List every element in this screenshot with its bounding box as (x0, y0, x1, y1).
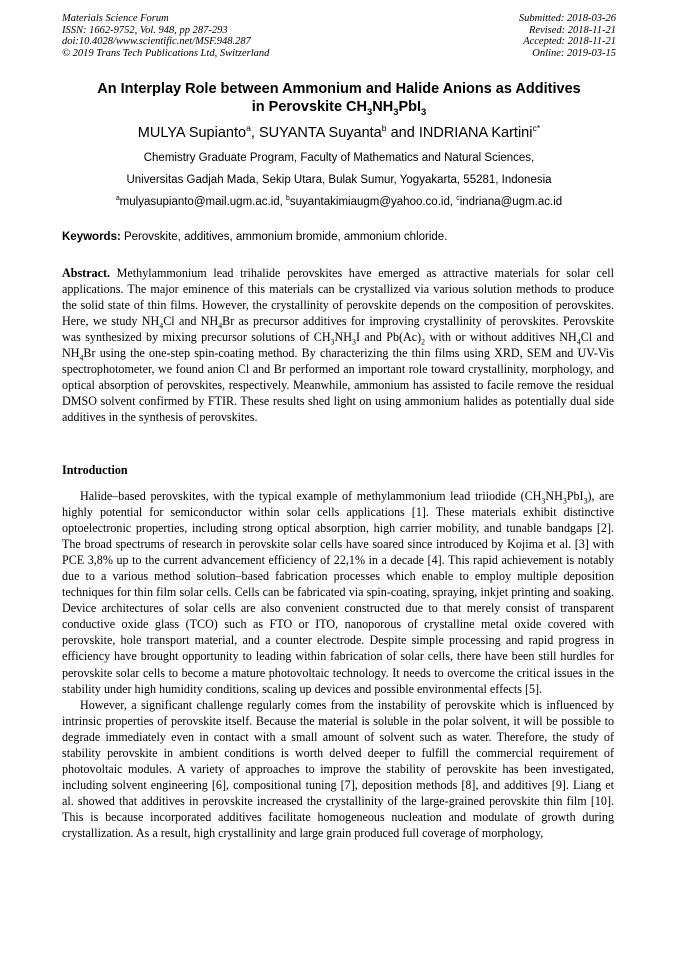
affiliation-marker: a (115, 195, 120, 203)
abstract-text: Br using the one-step spin-coating method. By characterizing the thin films using XRD, SEM and UV-Vis spectrophotometer, we found anion Cl and Br performed an important role toward crystallinity, morphology, and optical absorption of perovskites, respectively. Meanwhile, ammonium has assisted to facile remove the residual DMSO solvent confirmed by FTIR. These results shed light on using ammonium halides as potentially dual side additives in the synthesis of perovskites. (62, 346, 614, 425)
section-heading-introduction: Introduction (62, 463, 128, 477)
online-date: Online: 2019-03-15 (532, 47, 616, 59)
author-name: INDRIANA Kartini (418, 125, 533, 141)
abstract-text: NH (334, 330, 353, 345)
abstract-text: I and Pb(Ac) (355, 330, 422, 345)
abstract-text: Cl and NH (62, 330, 614, 361)
title-line-2 (62, 98, 616, 116)
subscript: 4 (159, 321, 164, 331)
email: indriana@ugm.ac.id (459, 196, 563, 208)
publication-dates (519, 13, 616, 59)
paragraph (62, 488, 614, 697)
subscript: 3 (541, 496, 546, 506)
introduction-body (62, 488, 614, 841)
affiliation-marker: b (381, 123, 387, 134)
paragraph-text: ), are highly potential for semiconductor within solar cells applications [1]. These materials exhibit distinctive optoelectronic properties, including strong optical absorption, high carrier mobility, and tunable bandgaps [2]. The broad spectrums of research in perovskite solar cells have soared since introduced by Kojima et al. [3] with PCE 3,8% up to the current advancement efficiency of 22,1% in a decade [4]. This rapid achievement is notably due to a various method solution–based fabrication processes which enable to employ multiple deposition techniques for thin film solar cells. Cells can be fabricated via spin-coating, spraying, inkjet printing and soaking. Device architectures of solar cells are also convenient constructed due to that merely consist of transparent conductive oxide glass (TCO) such as FTO or ITO, nanoporous of crystalline metal oxide covered with perovskite, hole transport material, and a counter electrode. Despite simple processing and rapid progress in efficiency have brought opportunity to leading within fabrication of solar cells, there have been still hurdles for perovskite solar cells to become a mature photovoltaic technology. It needs to overcome the critical issues in the stability under high humidity conditions, scaling up devices and possible environmental effects [5]. (62, 489, 614, 696)
abstract-text: with or without additives NH (425, 330, 577, 345)
separator: , (250, 125, 259, 141)
affiliation-marker: c* (532, 123, 541, 134)
title-text: NH (372, 99, 394, 115)
abstract (62, 265, 614, 425)
doi: doi:10.4028/www.scientific.net/MSF.948.287 (62, 36, 251, 47)
abstract-text: Cl and NH (163, 314, 219, 329)
author-name: SUYANTA Suyanta (258, 125, 382, 141)
author-list (62, 124, 616, 142)
subscript: 3 (352, 337, 356, 347)
keywords-label: Keywords: (62, 231, 121, 243)
subscript: 3 (562, 496, 567, 506)
title-line-1: An Interplay Role between Ammonium and Halide Anions as Additives (97, 81, 581, 97)
abstract-label: Abstract. (62, 266, 111, 280)
title-text: in Perovskite CH (251, 99, 368, 115)
affiliation-marker: c (456, 195, 460, 203)
affiliation-line-2: Universitas Gadjah Mada, Sekip Utara, Bulak Sumur, Yogyakarta, 55281, Indonesia (126, 174, 552, 186)
paragraph: However, a significant challenge regularly comes from the instability of perovskite which is influenced by intrinsic properties of perovskite itself. Because the material is soluble in the polar solvent, it will be possible to degrade immediately even in contact with a small amount of solvent such as water. Therefore, the study of stability perovskite in ambient conditions is worth delved deeper to fulfill the commercial requirement of photovoltaic modules. A variety of approaches to improve the stability of perovskite has been investigated, including solvent engineering [6], compositional tuning [7], deposition methods [8], and additives [9]. Liang et al. showed that additives in perovskite increased the crystallinity of the large-grained perovskite thin film [10]. This is because incorporated additives facilitate homogeneous nucleation and modulate of growth during crystallization. As a result, high crystallinity and large grain produced full coverage of morphology, (62, 697, 614, 840)
keywords (62, 230, 616, 244)
affiliation-marker: b (286, 195, 290, 203)
author-name: MULYA Supianto (137, 125, 247, 141)
paragraph-text: Halide–based perovskites, with the typical example of methylammonium lead triiodide (CH (80, 489, 542, 503)
email-line (62, 195, 616, 209)
affiliation-marker: a (246, 123, 251, 134)
paper-title (62, 80, 616, 116)
title-text: PbI (398, 99, 421, 115)
subscript: 2 (421, 337, 426, 347)
abstract-text: Methylammonium lead trihalide perovskites have emerged as attractive materials for solar cell applications. The major eminence of this materials can be crystallized via various solution methods to produce the solid state of thin films. However, the crystallinity of perovskite depends on the composition of perovskites. Here, we study NH (62, 266, 614, 329)
revised-date: Revised: 2018-11-21 (529, 24, 616, 36)
paragraph-text: NH (545, 489, 563, 503)
paragraph-text: PbI (566, 489, 584, 503)
subscript: 3 (393, 105, 399, 117)
subscript: 3 (367, 105, 373, 117)
email: suyantakimiaugm@yahoo.co.id, (289, 196, 457, 208)
journal-info (62, 13, 269, 59)
keywords-text: Perovskite, additives, ammonium bromide, ammonium chloride. (120, 231, 448, 243)
subscript: 4 (218, 321, 223, 331)
abstract-text: Br as precursor additives for improving crystallinity of perovskites. Perovskite was synthesized by mixing precursor solutions of CH (62, 314, 614, 345)
journal-name: Materials Science Forum (62, 13, 169, 24)
subscript: 4 (576, 337, 581, 347)
subscript: 4 (79, 353, 84, 363)
affiliation-line-1: Chemistry Graduate Program, Faculty of Mathematics and Natural Sciences, (143, 152, 535, 164)
subscript: 3 (421, 105, 427, 117)
subscript: 3 (583, 496, 588, 506)
issn: ISSN: 1662-9752, Vol. 948, pp 287-293 (62, 24, 228, 36)
accepted-date: Accepted: 2018-11-21 (523, 36, 616, 47)
copyright: © 2019 Trans Tech Publications Ltd, Switzerland (62, 47, 270, 59)
submitted-date: Submitted: 2018-03-26 (518, 13, 616, 24)
email: mulyasupianto@mail.ugm.ac.id, (119, 196, 287, 208)
subscript: 3 (330, 337, 335, 347)
separator: and (386, 125, 419, 141)
